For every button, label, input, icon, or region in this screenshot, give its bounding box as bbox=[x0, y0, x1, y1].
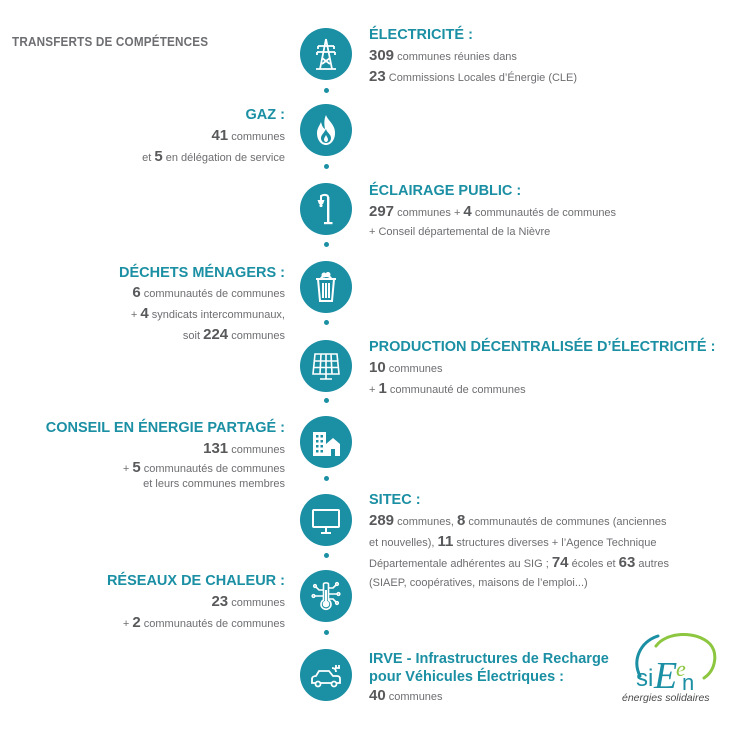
text: communes bbox=[385, 691, 443, 703]
text: + bbox=[122, 618, 133, 630]
text: soit bbox=[182, 330, 204, 342]
thermometer-network-icon bbox=[308, 578, 344, 614]
text: Commissions Locales d’Énergie (CLE) bbox=[385, 72, 578, 84]
line bbox=[369, 511, 669, 532]
value: 4 bbox=[140, 305, 149, 322]
item-electricite bbox=[369, 26, 577, 88]
text: structures diverses + l’Agence Technique bbox=[453, 537, 657, 549]
line bbox=[46, 439, 285, 460]
line bbox=[46, 460, 285, 477]
heading-sitec: SITEC : bbox=[369, 492, 421, 508]
heading-gaz: GAZ : bbox=[245, 107, 285, 123]
item-production bbox=[369, 338, 715, 400]
value: 5 bbox=[154, 148, 163, 165]
text: communautés de communes bbox=[140, 618, 285, 630]
line bbox=[107, 592, 285, 613]
heading-conseil: CONSEIL EN ÉNERGIE PARTAGÉ : bbox=[45, 420, 285, 436]
text: communes bbox=[228, 444, 285, 456]
item-irve bbox=[369, 650, 609, 707]
text: communes bbox=[228, 330, 285, 342]
text: syndicats intercommunaux, bbox=[148, 309, 285, 321]
item-chaleur bbox=[107, 572, 285, 634]
text: + bbox=[130, 309, 141, 321]
text: communes bbox=[228, 597, 285, 609]
line bbox=[369, 67, 577, 88]
value: 74 bbox=[551, 554, 569, 571]
heading-eclairage: ÉCLAIRAGE PUBLIC : bbox=[369, 183, 522, 199]
item-eclairage bbox=[369, 182, 616, 242]
text: communautés de communes bbox=[471, 207, 617, 219]
heading-production: PRODUCTION DÉCENTRALISÉE D’ÉLECTRICITÉ : bbox=[369, 339, 716, 355]
node-dechets bbox=[300, 261, 352, 313]
value: 40 bbox=[369, 687, 386, 704]
line bbox=[369, 223, 616, 242]
heading-dechets: DÉCHETS MÉNAGERS : bbox=[119, 265, 285, 281]
timeline-dot bbox=[324, 476, 329, 481]
pylon-icon bbox=[308, 36, 344, 72]
line bbox=[119, 283, 285, 304]
line bbox=[119, 325, 285, 346]
value: 2 bbox=[132, 614, 141, 631]
line bbox=[369, 46, 577, 67]
node-electricite bbox=[300, 28, 352, 80]
heading-electricite: ÉLECTRICITÉ : bbox=[369, 27, 473, 43]
value: 8 bbox=[457, 512, 466, 529]
text: et leurs communes membres bbox=[143, 478, 285, 490]
timeline-dot bbox=[324, 630, 329, 635]
heading-irve: IRVE - Infrastructures de Recharge bbox=[369, 651, 609, 667]
node-conseil bbox=[300, 416, 352, 468]
line bbox=[369, 574, 669, 593]
timeline-dot bbox=[324, 88, 329, 93]
value: 1 bbox=[378, 380, 387, 397]
logo-text: si bbox=[636, 665, 654, 692]
timeline-dot bbox=[324, 320, 329, 325]
line bbox=[107, 613, 285, 634]
electric-car-icon bbox=[308, 657, 344, 693]
value: 23 bbox=[211, 593, 229, 610]
heading-irve-2: pour Véhicules Électriques : bbox=[369, 669, 564, 685]
trash-bin-icon bbox=[308, 269, 344, 305]
text: et nouvelles), bbox=[369, 537, 438, 549]
line bbox=[142, 147, 285, 168]
text: + Conseil départemental de la Nièvre bbox=[369, 226, 551, 238]
svg-text:E: E bbox=[654, 655, 678, 697]
item-gaz bbox=[142, 106, 285, 168]
text: communauté de communes bbox=[386, 384, 526, 396]
value: 4 bbox=[463, 203, 472, 220]
text: en délégation de service bbox=[162, 152, 285, 164]
node-sitec bbox=[300, 494, 352, 546]
timeline-dot bbox=[324, 398, 329, 403]
buildings-icon bbox=[308, 424, 344, 460]
text: Départementale adhérentes au SIG ; bbox=[369, 558, 552, 570]
text: (SIAEP, coopératives, maisons de l’emploi...) bbox=[369, 577, 588, 589]
value: 131 bbox=[203, 440, 229, 457]
line bbox=[369, 532, 669, 553]
text: communautés de communes bbox=[140, 463, 285, 475]
value: 63 bbox=[618, 554, 636, 571]
timeline-dot bbox=[324, 553, 329, 558]
text: et bbox=[142, 152, 155, 164]
heading-chaleur: RÉSEAUX DE CHALEUR : bbox=[106, 573, 285, 589]
flame-icon bbox=[308, 112, 344, 148]
item-dechets bbox=[119, 264, 285, 346]
text: communautés de communes (anciennes bbox=[465, 516, 667, 528]
logo-tagline: énergies solidaires bbox=[622, 692, 710, 704]
value: 297 bbox=[369, 203, 395, 220]
item-conseil bbox=[46, 419, 285, 492]
value: 224 bbox=[203, 326, 229, 343]
line bbox=[369, 553, 669, 574]
text: autres bbox=[635, 558, 669, 570]
text: communes réunies dans bbox=[394, 51, 517, 63]
text: + bbox=[369, 384, 379, 396]
value: 41 bbox=[211, 127, 229, 144]
value: 289 bbox=[369, 512, 395, 529]
value: 11 bbox=[437, 533, 454, 550]
monitor-icon bbox=[308, 502, 344, 538]
line bbox=[119, 304, 285, 325]
text: écoles et bbox=[568, 558, 619, 570]
value: 10 bbox=[369, 359, 386, 376]
solar-panel-icon bbox=[308, 348, 344, 384]
value: 6 bbox=[132, 284, 141, 301]
value: 5 bbox=[132, 459, 141, 476]
line bbox=[142, 126, 285, 147]
page-title: TRANSFERTS DE COMPÉTENCES bbox=[12, 34, 209, 49]
line bbox=[369, 379, 715, 400]
line bbox=[369, 358, 715, 379]
svg-text:n: n bbox=[682, 670, 695, 695]
node-production bbox=[300, 340, 352, 392]
node-chaleur bbox=[300, 570, 352, 622]
value: 309 bbox=[369, 47, 395, 64]
node-eclairage bbox=[300, 183, 352, 235]
line bbox=[46, 477, 285, 492]
text: communes bbox=[385, 363, 443, 375]
timeline-dot bbox=[324, 164, 329, 169]
text: communautés de communes bbox=[140, 288, 285, 300]
street-lamp-icon bbox=[308, 191, 344, 227]
text: communes bbox=[228, 131, 285, 143]
timeline-dot bbox=[324, 242, 329, 247]
node-irve bbox=[300, 649, 352, 701]
node-gaz bbox=[300, 104, 352, 156]
item-sitec bbox=[369, 491, 669, 593]
svg-text:e: e bbox=[676, 656, 686, 681]
line bbox=[369, 686, 609, 707]
text: communes + bbox=[394, 207, 464, 219]
text: + bbox=[122, 463, 133, 475]
line bbox=[369, 202, 616, 223]
value: 23 bbox=[369, 68, 386, 85]
text: communes, bbox=[394, 516, 457, 528]
